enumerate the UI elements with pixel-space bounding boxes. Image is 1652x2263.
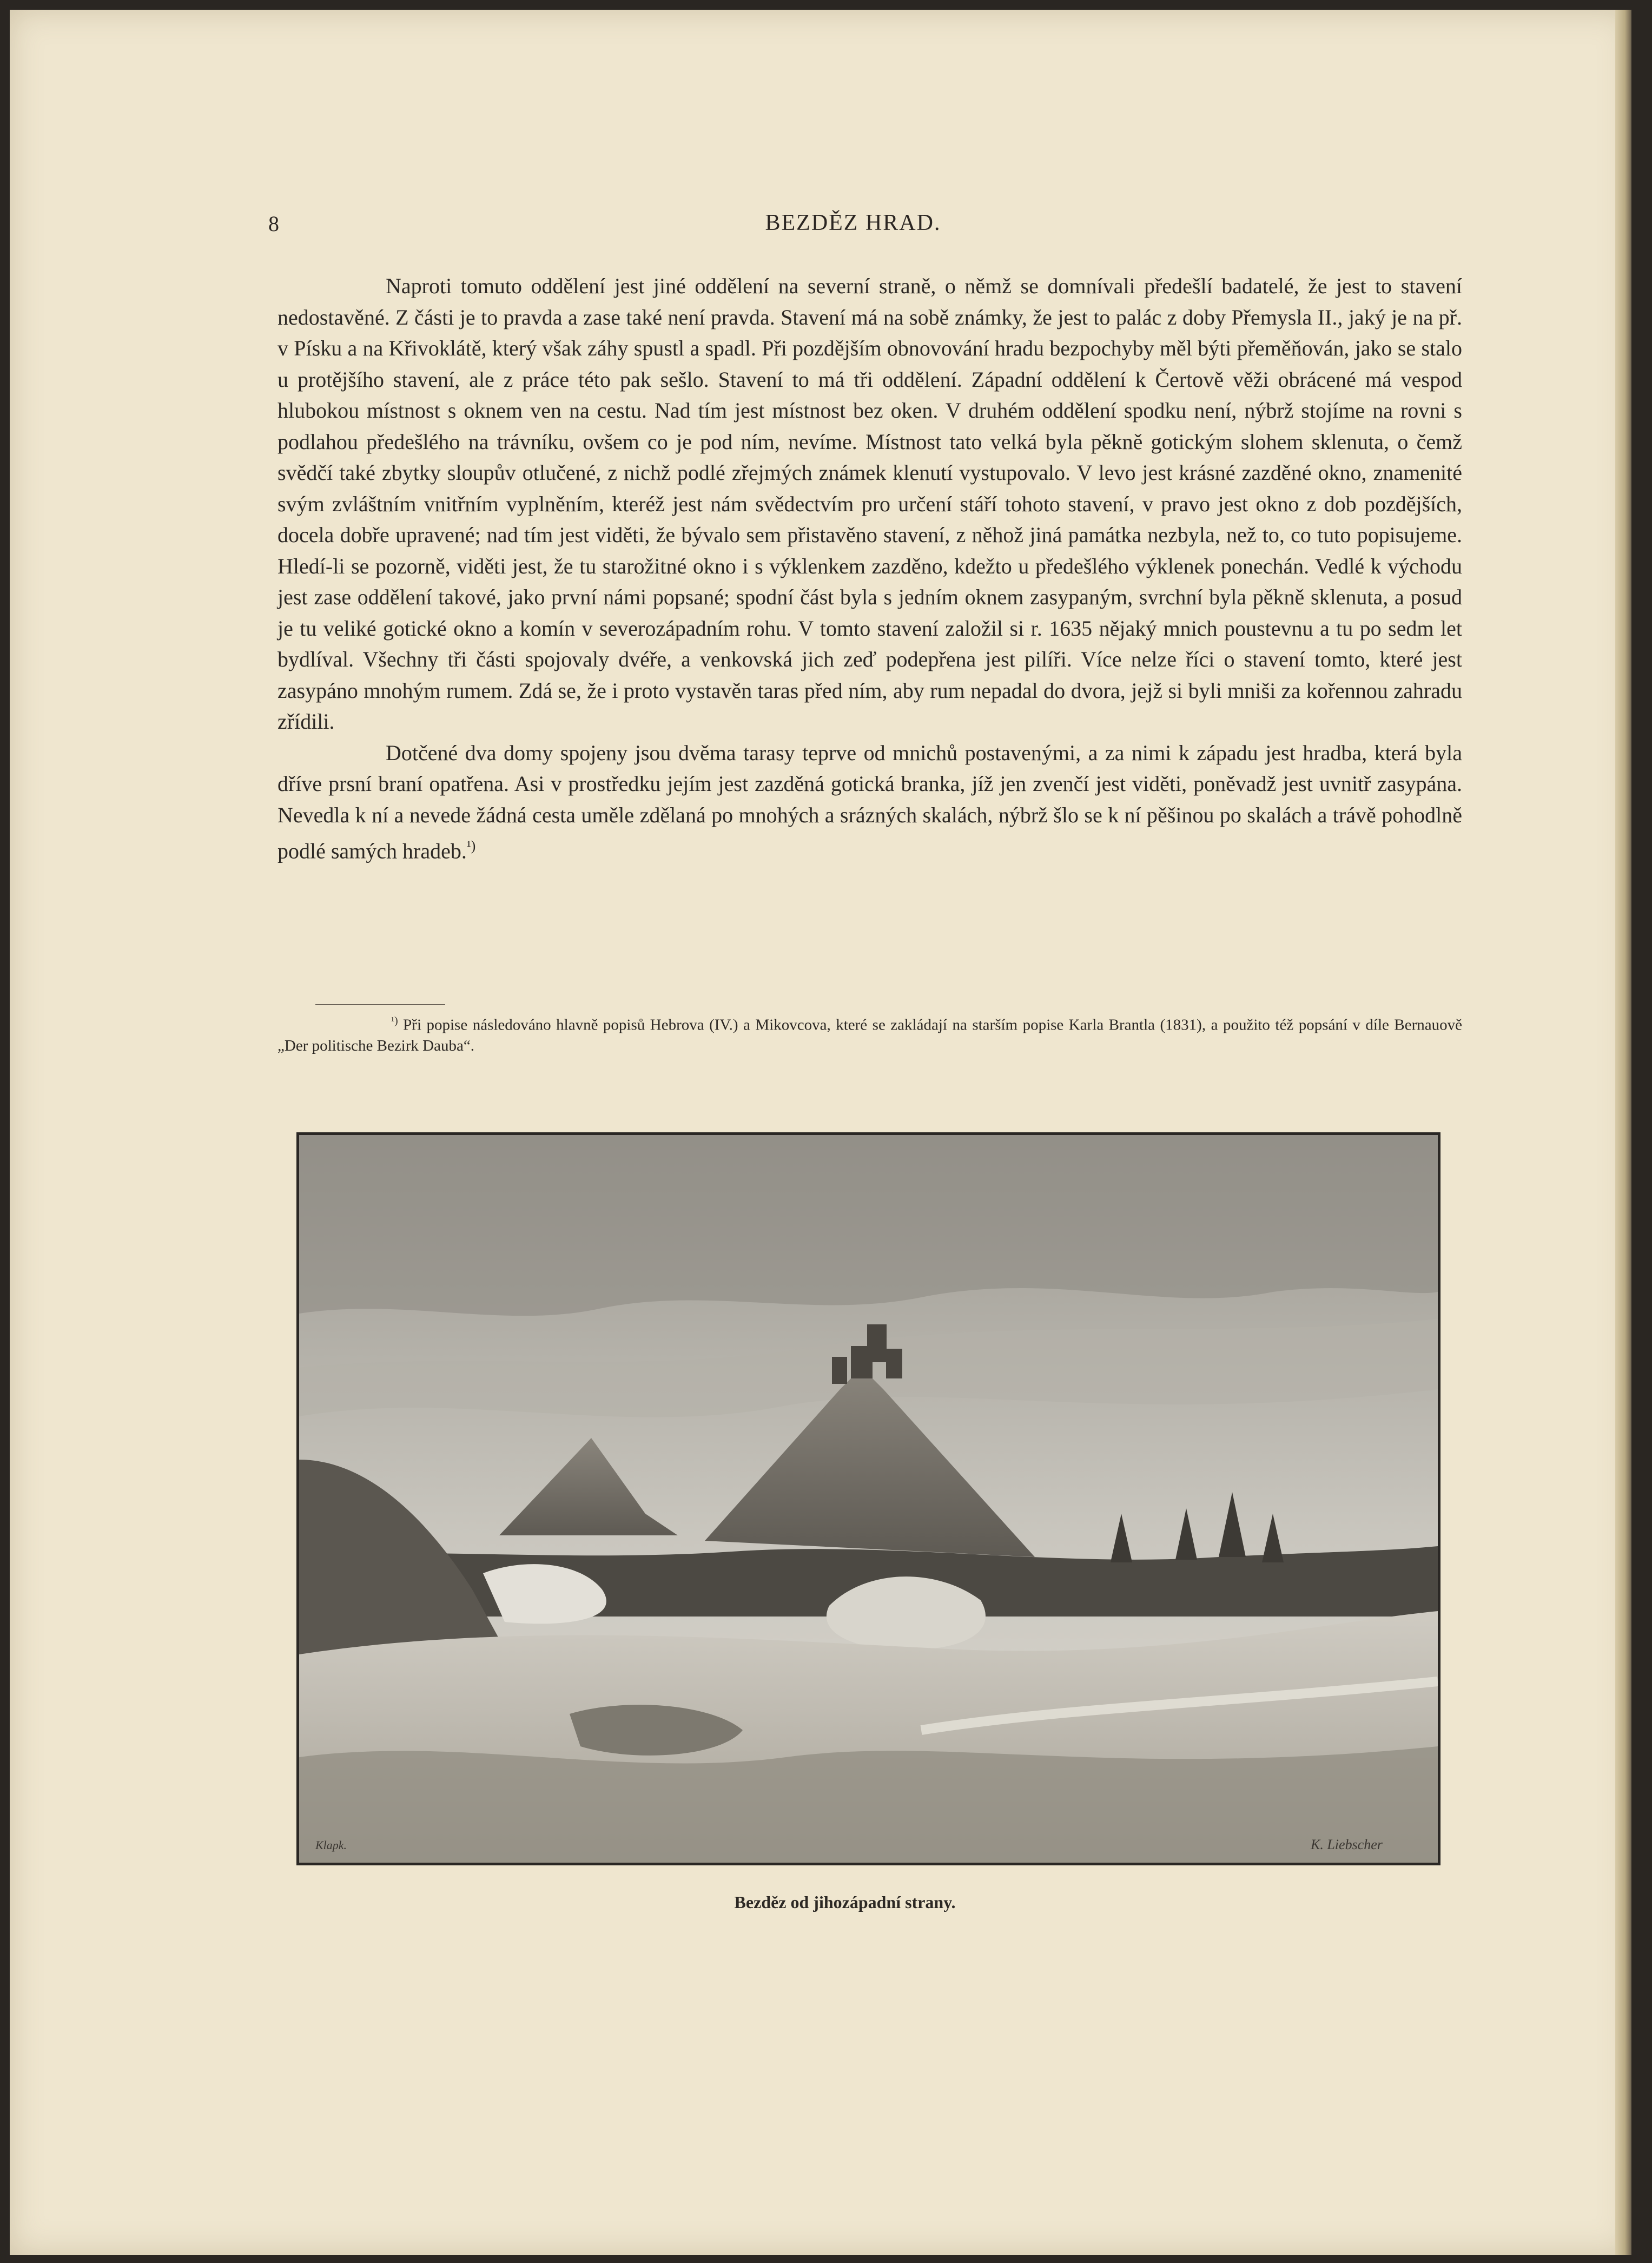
footnote-text: Při popise následováno hlavně popisů Hebrova (IV.) a Mikovcova, které se zakládají na starším popise Karla Brantla (1831), a použito též popsání v díle Bernauově „Der politische Bezirk Dauba“. xyxy=(277,1016,1463,1054)
body-text xyxy=(277,270,1462,867)
signature-right: K. Liebscher xyxy=(1311,1837,1383,1852)
footnote-reference: ¹) xyxy=(466,838,476,854)
grass xyxy=(299,1746,1438,1863)
paragraph-2 xyxy=(277,737,1462,867)
paragraph-2-text: Dotčené dva domy spojeny jsou dvěma tarasy teprve od mnichů postavenými, a za nimi k západu jest hradba, která byla dříve prsní braní opatřena. Asi v prostředku jejím jest zazděná gotická branka, jíž jen zvenčí jest viděti, poněvadž jest uvnitř zasypána. Nevedla k ní a nevede žádná cesta uměle zdělaná po mnohých a srázných skalách, nýbrž šlo se k ní pěšinou po skalách a trávě pohodlně podlé samých hradeb. xyxy=(277,740,1462,863)
landscape-engraving xyxy=(299,1135,1438,1863)
figure-caption: Bezděz od jihozápadní strany. xyxy=(734,1892,956,1912)
paragraph-1: Naproti tomuto oddělení jest jiné oddělení na severní straně, o němž se domnívali předešlí badatelé, že jest to stavení nedostavěné. Z části je to pravda a zase také není pravda. Stavení má na sobě známky, že jest to palác z doby Přemysla II., jaký je na př. v Písku a na Křivoklátě, který však záhy spustl a spadl. Při pozdějším obnovování hradu bezpochyby měl býti přeměňován, jako se stalo u protějšího stavení, ale z práce této pak sešlo. Stavení to má tři oddělení. Západní oddělení k Čertově věži obrácené má vespod hlubokou místnost s oknem ven na cestu. Nad tím jest místnost bez oken. V druhém oddělení spodku není, nýbrž stojíme na rovni s podlahou předešlého na trávníku, ovšem co je pod ním, nevíme. Místnost tato velká byla pěkně gotickým slohem sklenuta, o čemž svědčí také zbytky sloupův otlučené, z nichž podlé zřejmých známek klenutí vystupovalo. V levo jest krásné zazděné okno, znamenité svým zvláštním vnitřním vyplněním, kteréž jest nám svědectvím pro určení stáří tohoto stavení, v pravo jest okno z dob pozdějších, docela dobře upravené; nad tím jest viděti, že bývalo sem přistavěno stavení, z něhož jiná památka nezbyla, než to, co tuto popisujeme. Hledí-li se pozorně, viděti jest, že tu starožitné okno i s výklenkem zazděno, kdežto u předešlého výklenek ponechán. Vedlé k východu jest zase oddělení takové, jako první námi popsané; spodní část byla s jedním oknem zasypaným, svrchní byla pěkně sklenuta, a posud je tu veliké gotické okno a komín v severozápadním rohu. V tomto stavení založil si r. 1635 nějaký mnich poustevnu a tu po sedm let bydlíval. Všechny tři části spojovaly dvéře, a venkovská jich zeď podepřena jest pilíři. Více nelze říci o stavení tomto, které jest zasypáno mnohým rumem. Zdá se, že i proto vystavěn taras před ním, aby rum nepadal do dvora, jejž si byli mniši za kořennou zahradu zřídili. xyxy=(277,274,1462,734)
running-title: BEZDĚZ HRAD. xyxy=(765,210,941,235)
footnote-marker: ¹) xyxy=(391,1015,398,1027)
page-number: 8 xyxy=(268,212,279,236)
footnote xyxy=(277,1011,1462,1056)
footnote-divider xyxy=(315,1004,445,1005)
signature-left: Klapk. xyxy=(315,1838,347,1852)
page-edge xyxy=(1615,10,1631,2255)
illustration-bezdez xyxy=(296,1132,1440,1865)
book-page xyxy=(10,10,1631,2255)
clouds xyxy=(299,1135,1438,1316)
